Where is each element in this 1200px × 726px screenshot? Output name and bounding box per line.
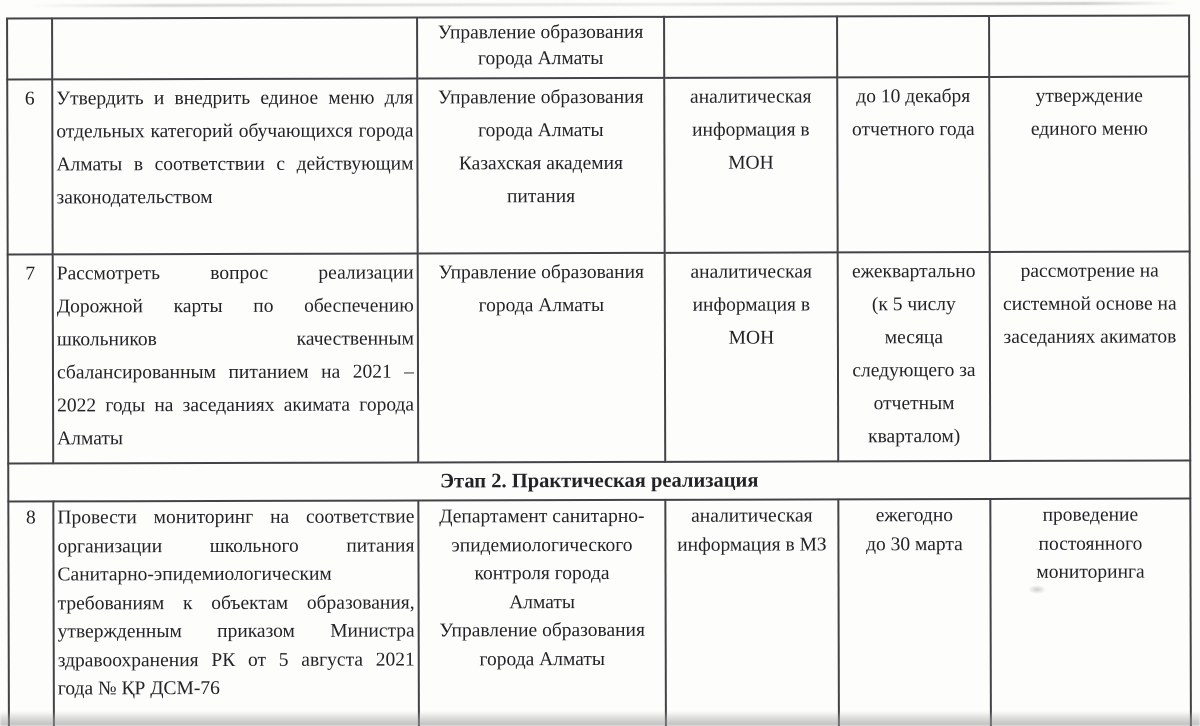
table-row-6 [7, 76, 1189, 254]
form-cell [664, 16, 837, 77]
deadline-cell [837, 16, 989, 77]
result-cell [989, 15, 1189, 77]
roadmap-table [6, 14, 1192, 726]
result-cell: проведение постоянного мониторинга [990, 498, 1191, 726]
result-cell: рассмотрение на системной основе на заседаниях акиматов [990, 251, 1191, 461]
deadline-cell: ежегодно до 30 марта [838, 499, 991, 726]
deadline-cell: ежеквартально (к 5 числу месяца следующего за отчетным кварталом) [838, 252, 991, 461]
task-cell: Утвердить и внедрить единое меню для отдельных категорий обучающихся города Алматы в соответствии с действующим законодательством [52, 78, 417, 254]
row-number-cell: 7 [8, 254, 54, 463]
stage2-header: Этап 2. Практическая реализация [8, 460, 1190, 501]
task-cell: Провести мониторинг на соответствие организации школьного питания Санитарно-эпидемиологическим требованиям к объектам образования, утвержденным приказом Министра здравоохранения РК от 5 августа 2021 года № ҚР ДСМ-76 [53, 500, 419, 726]
table-row-7 [8, 251, 1191, 463]
row-number-cell: 6 [7, 79, 52, 254]
form-cell: аналитическая информация в МОН [665, 252, 839, 461]
table-container [6, 14, 1192, 726]
result-cell: утверждение единого меню [989, 76, 1189, 252]
scan-artifact-bottom [0, 711, 1200, 726]
form-cell: аналитическая информация в МЗ [665, 499, 839, 726]
table-row-partial-top [7, 15, 1189, 79]
table-row-8 [8, 498, 1191, 726]
task-cell: Рассмотреть вопрос реализации Дорожной карты по обеспечению школьников качественным сбалансированным питанием на 2021 – 2022 годы на заседаниях акимата города Алматы [53, 253, 419, 463]
responsible-cell: Управление образования города Алматы [418, 253, 666, 463]
table-row-stage2-header [8, 460, 1190, 501]
responsible-cell: Управление образования города Алматы [417, 17, 664, 79]
row-number-cell: 8 [8, 501, 54, 726]
deadline-cell: до 10 декабря отчетного года [837, 77, 989, 252]
scan-artifact-top [28, 2, 1178, 7]
responsible-cell: Департамент санитарно- эпидемиологического контроля города Алматы Управление образования города Алматы [418, 500, 666, 726]
scan-smudge [1028, 585, 1046, 594]
responsible-cell: Управление образования города Алматы Казахская академия питания [417, 78, 664, 254]
row-number-cell [7, 18, 52, 79]
form-cell: аналитическая информация в МОН [664, 77, 837, 252]
task-cell [52, 17, 417, 79]
